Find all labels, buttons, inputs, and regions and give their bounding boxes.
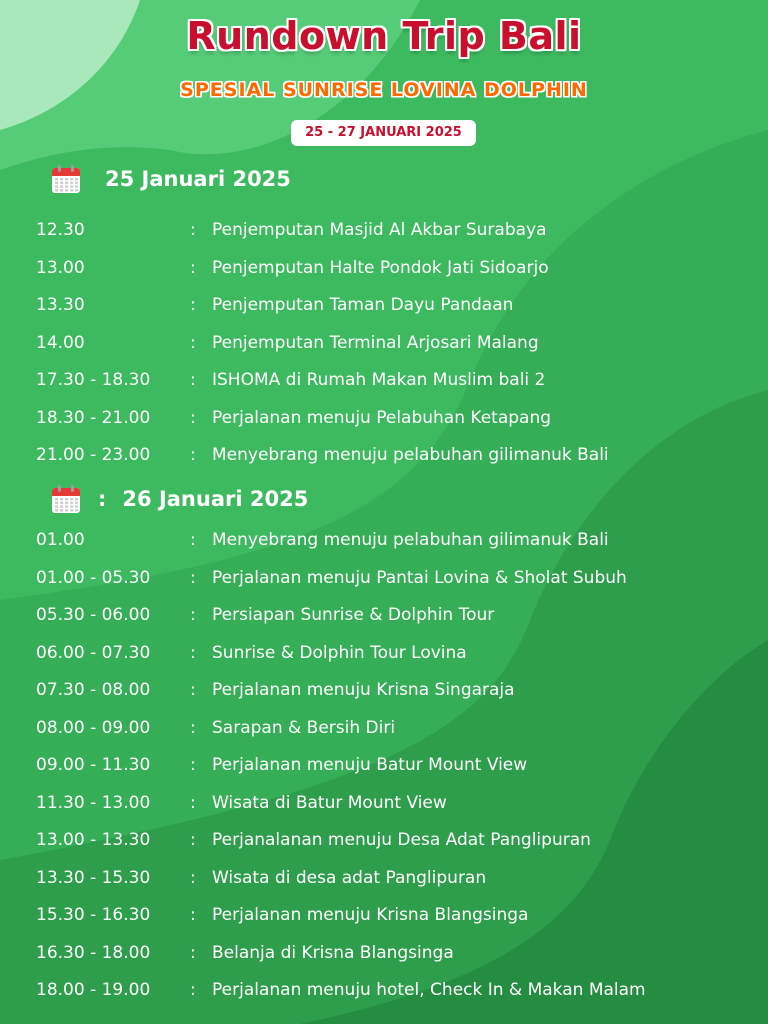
schedule-separator: : [190, 332, 196, 353]
schedule-separator: : [190, 530, 196, 550]
schedule-activity: Persiapan Sunrise & Dolphin Tour [212, 605, 495, 625]
schedule-time: 13.30 - 15.30 [36, 867, 151, 888]
schedule-activity: Perjalanan menuju Krisna Blangsinga [212, 905, 529, 925]
schedule-separator: : [190, 905, 196, 925]
schedule-activity: Perjalanan menuju hotel, Check In & Makan Malam [212, 980, 646, 1000]
schedule-time: 05.30 - 06.00 [36, 605, 151, 625]
schedule-row [0, 905, 768, 935]
schedule-row [0, 568, 768, 598]
day-date: 25 Januari 2025 [105, 167, 291, 191]
schedule-time: 01.00 [36, 530, 85, 550]
schedule-row [0, 333, 768, 363]
schedule-separator: : [190, 830, 196, 850]
schedule-row [0, 445, 768, 475]
schedule-row [0, 830, 768, 860]
schedule-row [0, 295, 768, 325]
schedule-activity: Perjalanan menuju Pelabuhan Ketapang [212, 407, 552, 428]
schedule-row [0, 643, 768, 673]
schedule-separator: : [190, 642, 196, 663]
schedule-time: 09.00 - 11.30 [36, 755, 151, 775]
schedule-time: 13.00 [36, 257, 85, 278]
schedule-row [0, 943, 768, 973]
schedule-activity: Perjalanan menuju Pantai Lovina & Sholat Subuh [212, 567, 627, 588]
schedule-time: 21.00 - 23.00 [36, 445, 151, 465]
calendar-icon [50, 163, 82, 195]
schedule-activity: Penjemputan Masjid Al Akbar Surabaya [212, 220, 547, 240]
schedule-separator: : [190, 295, 196, 315]
day-header-colon: : [98, 487, 107, 511]
schedule-activity: Sarapan & Bersih Diri [212, 717, 396, 738]
schedule-time: 06.00 - 07.30 [36, 642, 151, 663]
schedule-row [0, 530, 768, 560]
schedule-activity: Wisata di desa adat Panglipuran [212, 867, 487, 888]
schedule-row [0, 680, 768, 710]
schedule-time: 18.30 - 21.00 [36, 407, 151, 428]
schedule-row [0, 793, 768, 823]
schedule-activity: Perjalanan menuju Krisna Singaraja [212, 680, 515, 700]
schedule-time: 17.30 - 18.30 [36, 370, 151, 390]
schedule-row [0, 718, 768, 748]
calendar-icon [50, 483, 82, 515]
schedule-row [0, 980, 768, 1010]
date-range-badge: 25 - 27 JANUARI 2025 [291, 120, 476, 146]
schedule-row [0, 258, 768, 288]
schedule-separator: : [190, 755, 196, 775]
schedule-separator: : [190, 445, 196, 465]
schedule-separator: : [190, 792, 196, 813]
day-header [50, 483, 308, 515]
schedule-separator: : [190, 980, 196, 1000]
schedule-activity: Belanja di Krisna Blangsinga [212, 942, 454, 963]
schedule-time: 13.00 - 13.30 [36, 830, 151, 850]
schedule-activity: Penjemputan Terminal Arjosari Malang [212, 332, 539, 353]
schedule-time: 15.30 - 16.30 [36, 905, 151, 925]
schedule-time: 08.00 - 09.00 [36, 717, 151, 738]
schedule-activity: Perjanalanan menuju Desa Adat Panglipuran [212, 830, 591, 850]
schedule-time: 01.00 - 05.30 [36, 567, 151, 588]
schedule-row [0, 605, 768, 635]
schedule-row [0, 408, 768, 438]
schedule-separator: : [190, 605, 196, 625]
schedule-separator: : [190, 220, 196, 240]
schedule-activity: Penjemputan Halte Pondok Jati Sidoarjo [212, 257, 549, 278]
schedule-separator: : [190, 567, 196, 588]
schedule-row [0, 755, 768, 785]
schedule-activity: Menyebrang menuju pelabuhan gilimanuk Bali [212, 530, 609, 550]
schedule-row [0, 370, 768, 400]
schedule-time: 07.30 - 08.00 [36, 680, 151, 700]
schedule-activity: Perjalanan menuju Batur Mount View [212, 755, 528, 775]
schedule-separator: : [190, 680, 196, 700]
schedule-time: 12.30 [36, 220, 85, 240]
schedule-time: 14.00 [36, 332, 85, 353]
schedule-separator: : [190, 717, 196, 738]
page-title: Rundown Trip Bali [186, 14, 582, 58]
schedule-separator: : [190, 407, 196, 428]
schedule-separator: : [190, 257, 196, 278]
schedule-activity: ISHOMA di Rumah Makan Muslim bali 2 [212, 370, 546, 390]
day-header [50, 163, 291, 195]
schedule-time: 11.30 - 13.00 [36, 792, 151, 813]
schedule-activity: Sunrise & Dolphin Tour Lovina [212, 642, 467, 663]
schedule-time: 16.30 - 18.00 [36, 942, 151, 963]
schedule-activity: Penjemputan Taman Dayu Pandaan [212, 295, 514, 315]
schedule-row [0, 868, 768, 898]
day-date: 26 Januari 2025 [122, 487, 309, 511]
schedule-time: 18.00 - 19.00 [36, 980, 151, 1000]
schedule-activity: Menyebrang menuju pelabuhan gilimanuk Bali [212, 445, 609, 465]
schedule-separator: : [190, 942, 196, 963]
schedule-time: 13.30 [36, 295, 85, 315]
schedule-row [0, 220, 768, 250]
schedule-separator: : [190, 370, 196, 390]
schedule-activity: Wisata di Batur Mount View [212, 792, 447, 813]
page-subtitle: SPESIAL SUNRISE LOVINA DOLPHIN [180, 79, 588, 101]
schedule-separator: : [190, 867, 196, 888]
